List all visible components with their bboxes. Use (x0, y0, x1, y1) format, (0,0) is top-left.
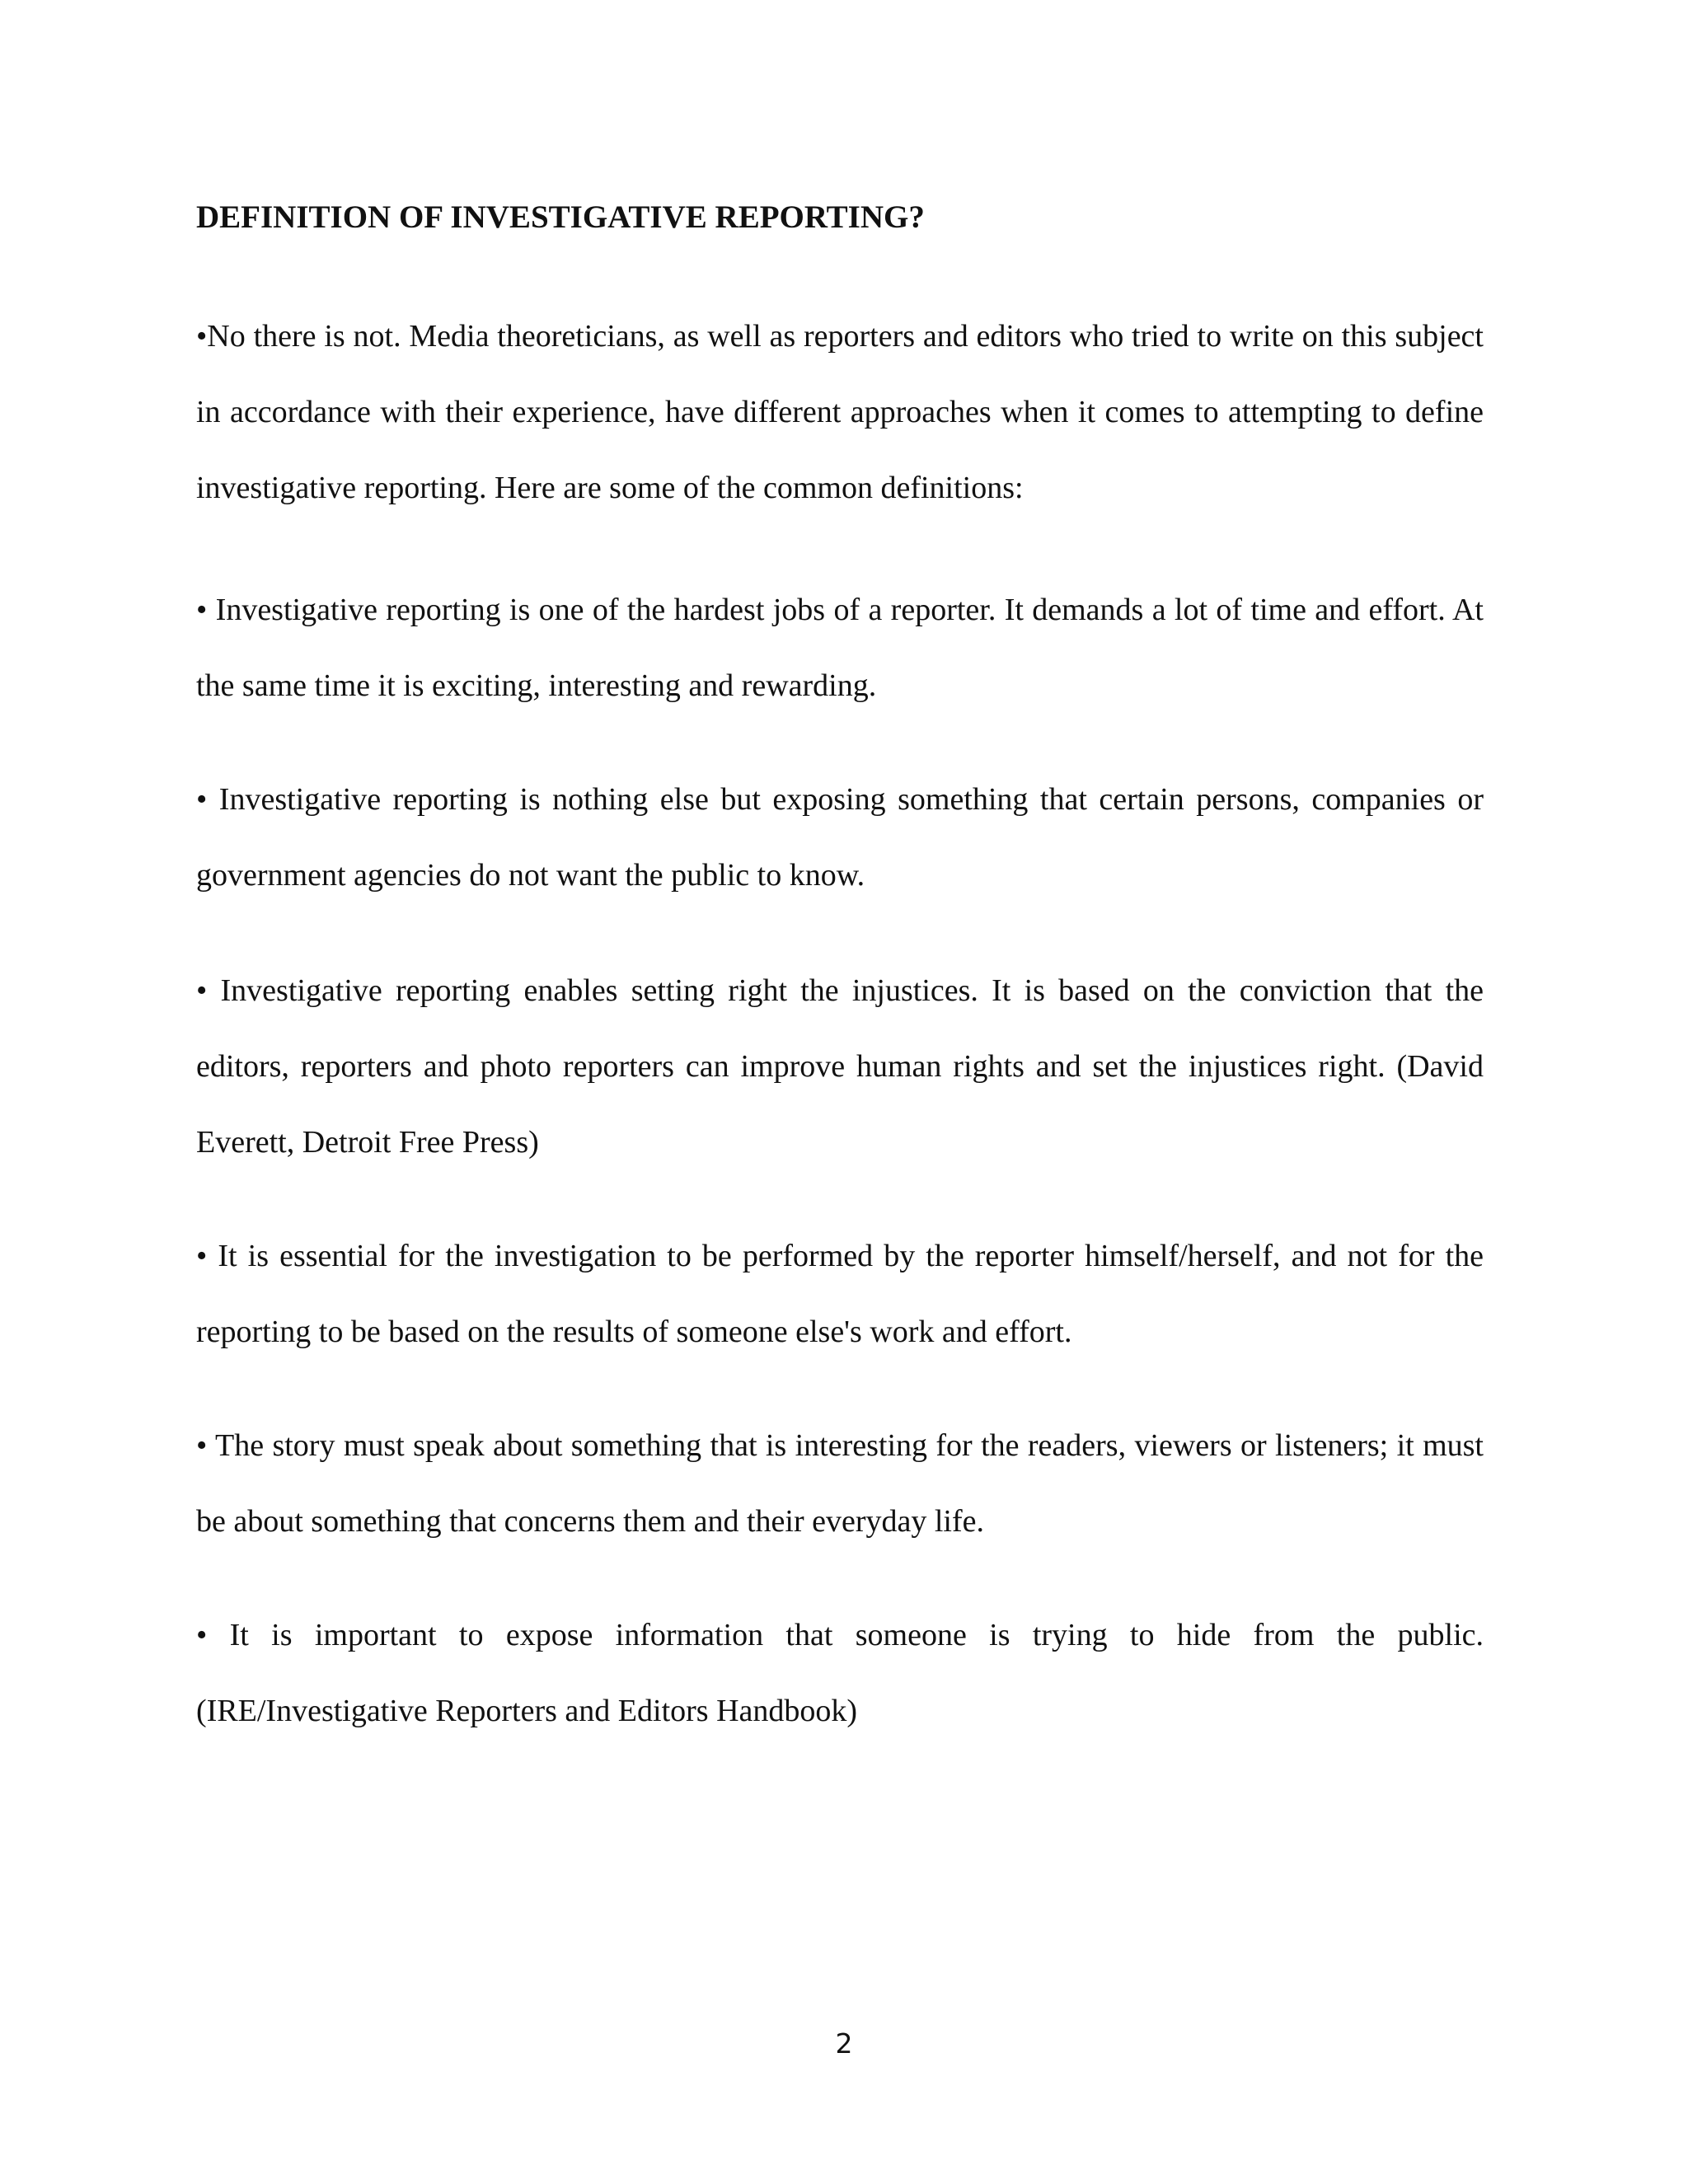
bullet-paragraph-6: • It is important to expose information that someone is trying to hide from the public. (IRE/Investigative Reporters and Editors Handbook) (196, 1618, 1484, 1728)
bullet-paragraph-5: • The story must speak about something that is interesting for the readers, viewers or listeners; it must be about something that concerns them and their everyday life. (196, 1428, 1484, 1539)
bullet-paragraph-4: • It is essential for the investigation to be performed by the reporter himself/herself, and not for the reporting to be based on the results of someone else's work and effort. (196, 1239, 1484, 1349)
bullet-paragraph-1: • Investigative reporting is one of the hardest jobs of a reporter. It demands a lot of time and effort. At the same time it is exciting, interesting and rewarding. (196, 593, 1484, 703)
bullet-paragraph-3: • Investigative reporting enables setting right the injustices. It is based on the conviction that the editors, reporters and photo reporters can improve human rights and set the injustices right. (David Everett, Detroit Free Press) (196, 973, 1484, 1160)
bullet-paragraph-2: • Investigative reporting is nothing else but exposing something that certain persons, companies or government agencies do not want the public to know. (196, 782, 1484, 893)
intro-paragraph: •No there is not. Media theoreticians, as well as reporters and editors who tried to write on this subject in accordance with their experience, have different approaches when it comes to attempting to define investigative reporting. Here are some of the common definitions: (196, 319, 1484, 505)
page-number: 2 (835, 2027, 853, 2060)
page-heading: DEFINITION OF INVESTIGATIVE REPORTING? (196, 199, 925, 235)
